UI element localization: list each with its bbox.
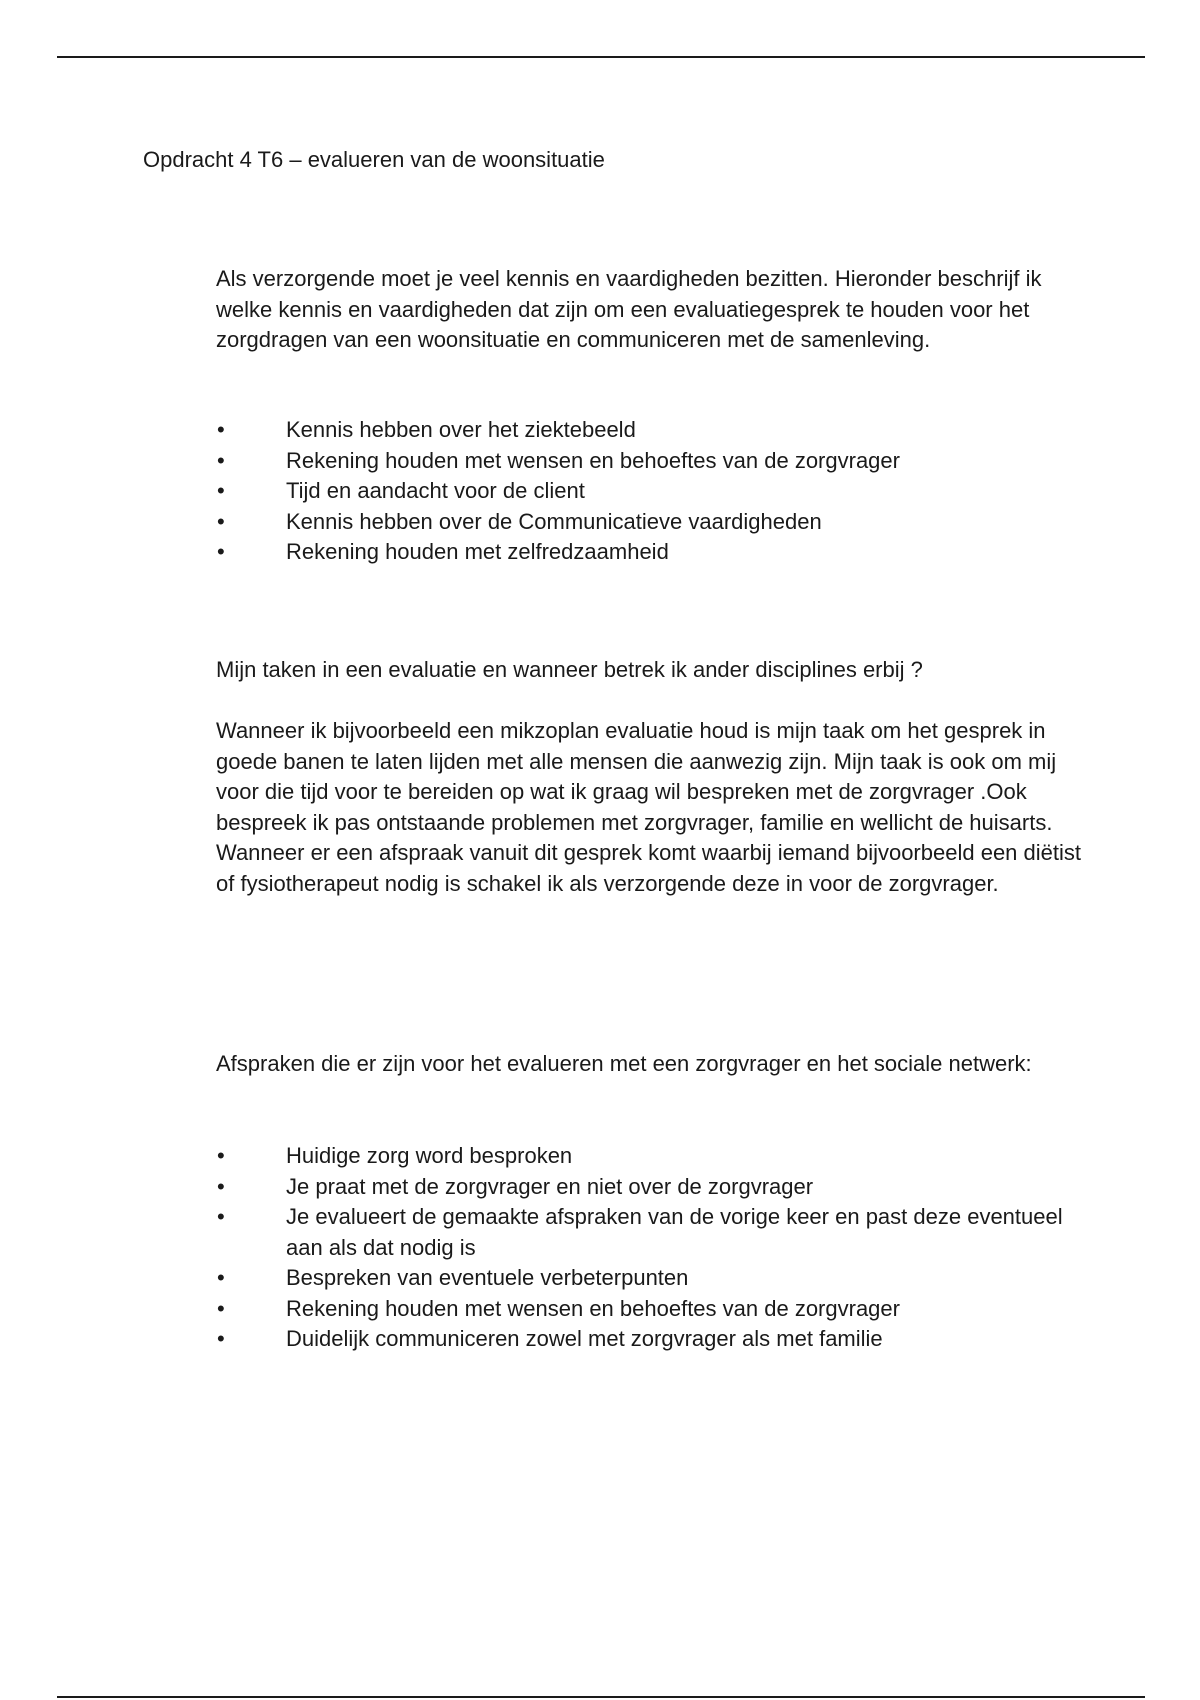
bullet-icon: • (217, 478, 225, 503)
bullet-icon: • (217, 417, 225, 442)
list-item: • Bespreken van eventuele verbeterpunten (216, 1263, 1096, 1294)
document-title: Opdracht 4 T6 – evalueren van de woonsituatie (143, 147, 605, 172)
skills-list-section (216, 415, 1096, 568)
tasks-heading-section (216, 655, 1096, 686)
tasks-answer-paragraph: Wanneer ik bijvoorbeeld een mikzoplan evaluatie houd is mijn taak om het gesprek in goede banen te laten lijden met alle mensen die aanwezig zijn. Mijn taak is ook om mij voor die tijd voor te bereiden op wat ik graag wil bespreken met de zorgvrager .Ook bespreek ik pas ontstaande problemen met zorgvrager, familie en wellicht de huisarts. Wanneer er een afspraak vanuit dit gesprek komt waarbij iemand bijvoorbeeld een diëtist of fysiotherapeut nodig is schakel ik als verzorgende deze in voor de zorgvrager. (216, 718, 1081, 896)
list-item: • Huidige zorg word besproken (216, 1141, 1096, 1172)
list-item: • Je evalueert de gemaakte afspraken van de vorige keer en past deze eventueel aan als dat nodig is (217, 1204, 1063, 1260)
list-item: • Rekening houden met wensen en behoeftes van de zorgvrager (216, 446, 1096, 477)
tasks-question: Mijn taken in een evaluatie en wanneer betrek ik ander disciplines erbij ? (216, 657, 923, 682)
list-item: • Rekening houden met wensen en behoeftes van de zorgvrager (216, 1294, 1096, 1325)
tasks-answer-section (216, 716, 1096, 899)
bottom-rule (57, 1696, 1145, 1698)
bullet-icon: • (217, 539, 225, 564)
agreements-list (216, 1141, 1096, 1355)
bullet-icon: • (217, 1204, 225, 1229)
bullet-icon: • (217, 447, 225, 473)
agreements-question: Afspraken die er zijn voor het evalueren met een zorgvrager en het sociale netwerk: (216, 1051, 1032, 1076)
list-item: • Kennis hebben over het ziektebeeld (216, 415, 1096, 446)
list-item: • Rekening houden met zelfredzaamheid (216, 537, 1096, 568)
intro-section (216, 264, 1096, 356)
list-item: • Kennis hebben over de Communicatieve vaardigheden (216, 507, 1096, 538)
list-item: • Duidelijk communiceren zowel met zorgvrager als met familie (216, 1324, 1096, 1355)
top-rule (57, 56, 1145, 58)
skills-list (216, 415, 1096, 568)
agreements-list-section (216, 1141, 1096, 1355)
intro-paragraph: Als verzorgende moet je veel kennis en vaardigheden bezitten. Hieronder beschrijf ik welke kennis en vaardigheden dat zijn om een evaluatiegesprek te houden voor het zorgdragen van een woonsituatie en communiceren met de samenleving. (216, 266, 1042, 352)
bullet-icon: • (217, 508, 225, 534)
agreements-heading-section (216, 1049, 1096, 1080)
list-item: • Je praat met de zorgvrager en niet over de zorgvrager (216, 1172, 1096, 1203)
list-item: • Tijd en aandacht voor de client (216, 476, 1096, 507)
bullet-icon: • (217, 1143, 225, 1168)
bullet-icon: • (217, 1173, 225, 1199)
bullet-icon: • (217, 1326, 225, 1351)
bullet-icon: • (217, 1265, 225, 1290)
bullet-icon: • (217, 1295, 225, 1321)
